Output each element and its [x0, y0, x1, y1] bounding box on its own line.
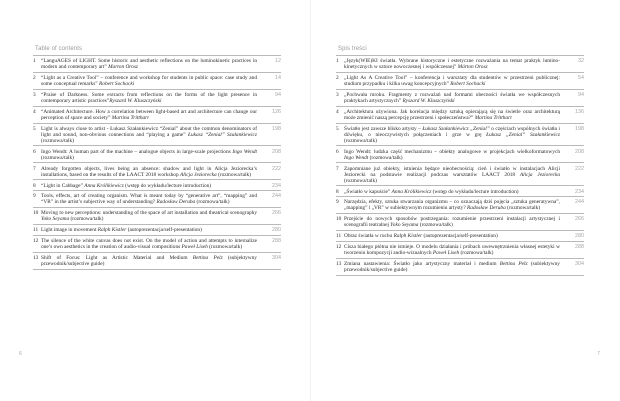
entry-text: Tools, effects, art of creating organism. What is meant today by “generative art”, “mapping” and “VR” in the artist’s subjective way of understanding? [41, 193, 257, 206]
entry-author: Paweł Liseh [432, 250, 460, 257]
entry-text: (autoprezentacja/self-presentation) [126, 227, 202, 234]
entry-number: 4 [33, 108, 36, 115]
entry-text: “Light as a Creative Tool” – conference and workshop for students in public space: case study and some conceptual remarks” [41, 75, 257, 88]
entry-text: „Pochwała mroku. Fragmenty z rozważań nad formami obecności światła we współczesnych praktykach artystycznych” [344, 92, 560, 105]
entry-number: 13 [336, 260, 342, 267]
entry-page-number: 136 [575, 108, 584, 115]
entry-text: (rozmowa/talk) [418, 222, 453, 229]
toc-entry [33, 106, 281, 123]
entry-title [344, 126, 584, 144]
toc-entry [336, 72, 584, 89]
entry-text: (rozmowa/talk) [368, 154, 403, 161]
toc-entry [336, 145, 584, 162]
entry-title [41, 92, 281, 104]
entry-author: Ryszard W. Kluszczyński [402, 98, 455, 105]
entry-author: Łukasz Szałankiewicz „Zenial” [422, 125, 490, 132]
entry-text: Zmiana nastawienia: Światło jako artystyczny materiał i medium [344, 260, 500, 267]
entry-text: „Architektura ożywiona. Jak korelacja między sztuką opierającą się na świetle oraz architekturą może zmienić naszą percepcję przestrzeni i społeczeństwa?” [344, 108, 560, 121]
entry-number: 8 [336, 188, 339, 195]
entry-title [344, 216, 584, 228]
entry-text: (rozmowa/talk) [69, 216, 104, 223]
entry-title [41, 227, 281, 233]
entry-author: Paweł Liseh [181, 244, 208, 251]
entry-author: Ingo Wendt [344, 154, 369, 161]
toc-entry [33, 162, 281, 179]
entry-page-number: 222 [575, 165, 584, 172]
toc-entry [33, 55, 281, 72]
entry-title [41, 183, 281, 189]
entry-author: Radosław Deruba [156, 199, 196, 206]
entry-author: Martina Tritthart [474, 114, 512, 121]
entry-text: “Praise of Darkness. Some extracts from reflections on the forms of the light presence in contemporary artistic practices” [41, 92, 257, 105]
entry-title [344, 166, 584, 184]
entry-author: Bettina Pelz [192, 254, 223, 261]
entry-title [344, 149, 584, 161]
entry-page-number: 208 [575, 148, 584, 155]
entry-number: 1 [336, 58, 339, 65]
entry-title [41, 126, 281, 144]
entry-title [41, 75, 281, 87]
right-page [310, 0, 620, 401]
entry-text: (autoprezentacja/self-presentation) [422, 233, 498, 240]
entry-page-number: 288 [575, 244, 584, 251]
entry-number: 3 [33, 92, 36, 99]
entry-text: (rozmowa/talk) [207, 244, 243, 251]
toc-entry [33, 224, 281, 235]
entry-text: (rozmowa/talk) [195, 199, 230, 206]
toc-list-english [33, 55, 281, 270]
entry-text: Ingo Wendt: A human part of the machine – analogue objects in large-scale projections [41, 148, 233, 155]
entry-page-number: 234 [272, 182, 281, 189]
entry-author: Anna Królikiewicz [84, 182, 124, 189]
entry-text: Light is always close to artist - Łukasz Szałankiewicz “Zenial” about the common denominators of light and sound, non-obvious connections and “playing a game” [41, 125, 257, 138]
entry-number: 11 [336, 233, 342, 240]
entry-page-number: 198 [575, 125, 584, 132]
entry-text: Already forgotten objects, lives being an absence: shadow and light in Alicja Jeziorecka’s installations, based on the results of the LAACT 2018 workshop [41, 165, 257, 178]
entry-number: 9 [33, 193, 36, 200]
entry-title [344, 233, 584, 239]
entry-text: (rozmowa/talk) [344, 177, 377, 184]
entry-page-number: 126 [272, 108, 281, 115]
entry-text: The silence of the white canvas does not exist. On the model of action and attempts to internalize one’s own aesthetics in the creation of audio-visual compositions [41, 238, 257, 251]
entry-text: “Light in Cabbage” [41, 182, 85, 189]
toc-entry [33, 190, 281, 207]
entry-title [41, 149, 281, 161]
entry-page-number: 94 [578, 92, 584, 99]
toc-entry [336, 89, 584, 106]
entry-text: (rozmowa/talk) [41, 137, 74, 144]
toc-heading-polish: Spis treści [338, 46, 367, 52]
toc-entry [336, 196, 584, 213]
entry-number: 10 [336, 216, 342, 223]
entry-number: 9 [336, 199, 339, 206]
entry-author: Marton Orosz [108, 64, 139, 71]
entry-text: Światło jest zawsze blisko artysty – [344, 125, 423, 132]
toc-entry [336, 55, 584, 72]
toc-entry [33, 72, 281, 89]
entry-page-number: 222 [272, 165, 281, 172]
entry-text: (wstęp do wykładu/lecture introduction) [431, 188, 519, 195]
entry-number: 8 [33, 182, 36, 189]
entry-text: (subiektywny przewodnik/subjective guide) [344, 260, 560, 273]
toc-entry [33, 179, 281, 190]
toc-entry [336, 258, 584, 276]
entry-text: Cisza białego płótna nie istnieje. O modelu działania i próbach uwewnętrznienia własnej estetyki w tworzeniu kompozycji audio-wizualnych [344, 244, 560, 257]
page-number-right: 7 [597, 351, 600, 357]
entry-title [344, 199, 584, 211]
entry-title [344, 58, 584, 70]
entry-page-number: 304 [272, 254, 281, 261]
toc-list-polish [336, 55, 584, 276]
entry-text: (subjektywny przewodnik/subjective guide) [41, 254, 257, 267]
entry-text: Obraz światła w ruchu [344, 233, 394, 240]
toc-entry [33, 123, 281, 146]
entry-author: Ryszard W. Kluszczyński [109, 98, 162, 105]
entry-number: 7 [336, 165, 339, 172]
entry-page-number: 234 [575, 188, 584, 195]
entry-page-number: 94 [275, 92, 281, 99]
entry-author: Yoko Seyama [41, 216, 70, 223]
entry-author: Márton Orosz [457, 64, 488, 71]
entry-author: Łukasz „Zenial” Szałankiewicz [486, 131, 560, 138]
toc-entry [336, 185, 584, 196]
entry-text: „Światło w kapuście” [344, 188, 392, 195]
entry-page-number: 12 [275, 58, 281, 65]
entry-number: 4 [336, 108, 339, 115]
entry-author: Alicja Jeziorecka [519, 171, 560, 178]
entry-author: Robert Sochacki [99, 81, 135, 88]
entry-title [41, 255, 281, 267]
entry-page-number: 288 [272, 238, 281, 245]
entry-page-number: 266 [575, 216, 584, 223]
toc-entry [33, 207, 281, 224]
entry-number: 5 [336, 125, 339, 132]
entry-page-number: 32 [578, 58, 584, 65]
entry-page-number: 208 [272, 148, 281, 155]
entry-author: Ingo Wendt [232, 148, 257, 155]
entry-page-number: 198 [272, 125, 281, 132]
entry-text: (rozmowa/talk) [216, 171, 252, 178]
toc-entry [336, 123, 584, 146]
entry-number: 2 [33, 75, 36, 82]
entry-page-number: 280 [272, 227, 281, 234]
entry-page-number: 266 [272, 210, 281, 217]
entry-text: (rozmowa/talk) [41, 154, 74, 161]
entry-number: 5 [33, 125, 36, 132]
entry-title [344, 75, 584, 87]
toc-entry [336, 241, 584, 258]
toc-entry [33, 145, 281, 162]
entry-page-number: 244 [575, 199, 584, 206]
entry-text: Ingo Wendt: ludzka część mechanizmu – obiekty analogowe w projekcjach wielkoformatowych [344, 148, 560, 155]
entry-text: Moving to new perceptions: understanding of the space of art installation and theatrical scenography [41, 210, 257, 217]
entry-text: Zapomniane już obiekty, istnienia będące nieobecnością: cień i światło w instalacjach Alicji Jeziorecki na podstawie realizacji podczas warsztatów LAACT 2018 [344, 165, 560, 178]
entry-text: „Język(WIE)KI światła. Wybrane historyczne i estetyczne rozważania na temat praktyk lumino-kinetycznych w sztuce nowoczesnej i współczesnej” [344, 58, 560, 71]
entry-title [41, 193, 281, 205]
entry-author: Yoko Seyama [390, 222, 419, 229]
toc-entry [33, 252, 281, 270]
entry-title [344, 92, 584, 104]
entry-text: “Animated Architecture. How a correlation between light-based art and architecture can change our perception of space and society” [41, 108, 257, 121]
toc-heading-english: Table of contents [35, 46, 83, 52]
entry-title [41, 109, 281, 121]
entry-title [344, 189, 584, 195]
entry-title [344, 244, 584, 256]
entry-text: (rozmowa/talk) [344, 137, 377, 144]
toc-entry [336, 162, 584, 185]
entry-title [344, 109, 584, 121]
entry-text: (wstęp do wykładu/lecture introduction) [123, 182, 212, 189]
entry-number: 12 [336, 244, 342, 251]
page-number-left: 6 [19, 351, 22, 357]
entry-text: Narzędzia, efekty, sztuka stwarzania organizmu – co oznaczają dziś pojęcia „sztuka generatywna”, „mapping” i „VR” w subiektywnym rozumieniu artysty? [344, 199, 560, 212]
entry-number: 6 [336, 148, 339, 155]
entry-author: Łukasz “Zenial” Szałankiewicz [187, 131, 257, 138]
entry-text: “LanguAGES of LIGHT. Some historic and aesthetic reflections on the luminokinetic practices in modern and contemporary art” [41, 58, 257, 71]
toc-entry [336, 213, 584, 230]
entry-text: Przejście do nowych sposobów postrzegania: rozumienie przestrzeni instalacji artystycznej i scenografii teatralnej [344, 216, 560, 229]
toc-entry [33, 89, 281, 106]
entry-page-number: 54 [578, 75, 584, 82]
entry-author: Ralph Kistler [97, 227, 127, 234]
entry-number: 6 [33, 148, 36, 155]
entry-number: 12 [33, 238, 39, 245]
entry-text: (rozmowa/talk) [459, 250, 494, 257]
entry-author: Martina Tritthart [111, 114, 149, 121]
entry-number: 3 [336, 92, 339, 99]
entry-author: Ralph Kistler [393, 233, 423, 240]
entry-page-number: 244 [272, 193, 281, 200]
entry-author: Bettina Pelz [499, 260, 528, 267]
entry-text: Shift of Focus: Light as Artistic Material and Medium [41, 254, 193, 261]
entry-text: „Light As A Creative Tool” – konferencja i warsztaty dla studentów w przestrzeni publicznej: studium przypadku i kilka uwag koncepcyjnych” [344, 75, 560, 88]
entry-number: 10 [33, 210, 39, 217]
entry-number: 1 [33, 58, 36, 65]
entry-text: (rozmowa/talk) [505, 205, 541, 212]
entry-page-number: 304 [575, 260, 584, 267]
entry-author: Radosław Deruba [467, 205, 506, 212]
entry-author: Anna Królikiewicz [391, 188, 432, 195]
entry-title [41, 58, 281, 70]
entry-author: Robert Sochacki [450, 81, 486, 88]
entry-number: 11 [33, 227, 39, 234]
entry-title [41, 210, 281, 222]
entry-number: 2 [336, 75, 339, 82]
entry-page-number: 280 [575, 233, 584, 240]
toc-entry [33, 235, 281, 252]
toc-entry [336, 106, 584, 123]
entry-number: 13 [33, 254, 39, 261]
entry-text: o częściach wspólnych światła i dźwięku, o nieoczywistych połączeniach i grze w grę [344, 125, 560, 138]
entry-title [344, 261, 584, 273]
entry-number: 7 [33, 165, 36, 172]
entry-page-number: 14 [275, 75, 281, 82]
toc-entry [336, 230, 584, 241]
entry-title [41, 166, 281, 178]
entry-text: Light image in movement [41, 227, 98, 234]
entry-title [41, 238, 281, 250]
entry-author: Alicja Jeziorecka [179, 171, 217, 178]
